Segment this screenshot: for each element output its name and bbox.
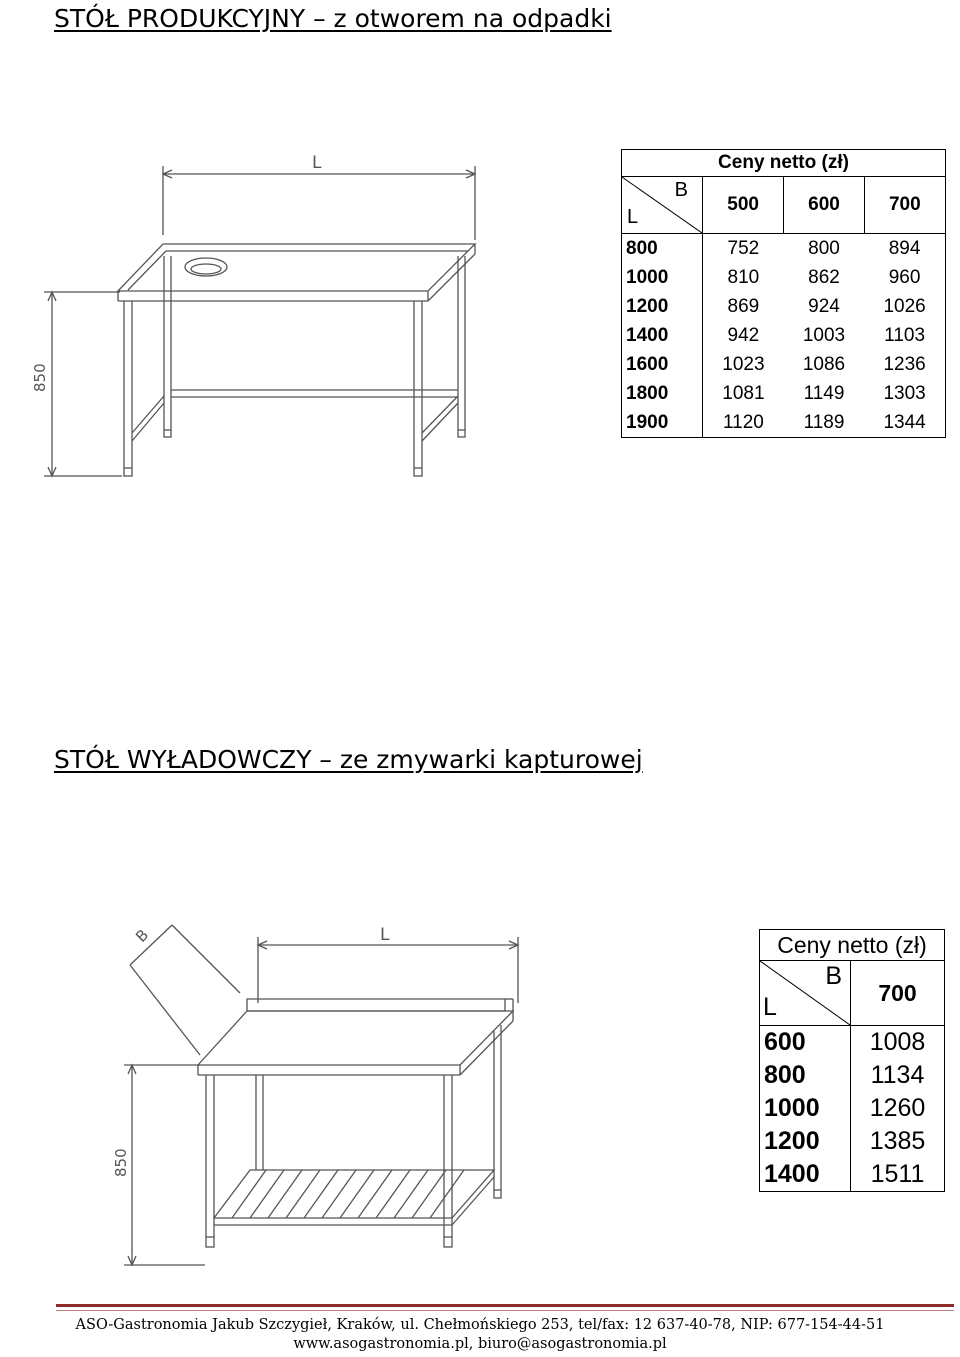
price-cell: 960 (864, 263, 945, 292)
price-table-corner (760, 961, 851, 1026)
row-header: 1800 (622, 379, 703, 408)
row-header: 1400 (622, 321, 703, 350)
dimension-height-label: 850 (31, 363, 49, 392)
unloading-table-illustration (90, 885, 530, 1275)
price-cell: 924 (808, 295, 840, 317)
table-row (760, 1158, 945, 1192)
row-header: 600 (760, 1026, 851, 1060)
column-header: 700 (851, 961, 945, 1026)
row-header: 1900 (622, 408, 703, 438)
price-cell: 1236 (864, 350, 945, 379)
dimension-height-label: 850 (112, 1148, 130, 1177)
production-table-illustration (0, 140, 500, 500)
price-cell: 1260 (851, 1092, 945, 1125)
row-header: 1400 (760, 1158, 851, 1192)
section-1-title: STÓŁ PRODUKCYJNY – z otworem na odpadki (54, 4, 612, 33)
price-cell: 1149 (803, 382, 845, 404)
price-cell: 1511 (851, 1158, 945, 1192)
price-cell: 1003 (802, 324, 846, 346)
corner-row-label: L (763, 993, 777, 1021)
column-header: 700 (864, 177, 945, 234)
price-cell: 1023 (722, 353, 765, 375)
price-cell: 800 (784, 234, 864, 264)
row-header: 800 (760, 1059, 851, 1092)
unloading-table-price-table (759, 929, 945, 1192)
dimension-length-label: L (380, 925, 390, 945)
price-cell: 894 (864, 234, 945, 264)
price-cell: 1026 (864, 292, 945, 321)
price-cell: 862 (808, 266, 840, 288)
price-table-caption: Ceny netto (zł) (622, 150, 946, 177)
price-table-corner (622, 177, 703, 234)
footer-rule (56, 1304, 954, 1307)
row-header: 1200 (760, 1125, 851, 1158)
price-cell: 1120 (703, 408, 784, 438)
table-row (622, 234, 946, 264)
unloading-table-drawing (90, 885, 530, 1275)
table-row (760, 1125, 945, 1158)
price-cell: 1134 (851, 1059, 945, 1092)
column-header: 600 (784, 177, 864, 234)
table-row (622, 263, 946, 292)
table-row (622, 321, 946, 350)
corner-col-label: B (825, 962, 842, 990)
row-header: 1600 (622, 350, 703, 379)
table-row (760, 1059, 945, 1092)
table-row (622, 350, 946, 379)
price-cell: 810 (727, 266, 760, 288)
production-table-price-table (621, 149, 946, 438)
price-cell: 942 (727, 324, 760, 346)
footer-rule-thin (56, 1310, 954, 1311)
footer-contact: www.asogastronomia.pl, biuro@asogastronomia.pl (293, 1336, 667, 1352)
table-row (622, 379, 946, 408)
price-cell: 1344 (864, 408, 945, 438)
table-row (622, 292, 946, 321)
corner-col-label: B (674, 179, 688, 201)
price-cell: 1081 (722, 382, 765, 404)
table-row (760, 1092, 945, 1125)
price-table-caption: Ceny netto (zł) (760, 930, 945, 961)
row-header: 1200 (622, 292, 703, 321)
price-cell: 752 (703, 234, 784, 264)
row-header: 800 (622, 234, 703, 264)
table-row (760, 1026, 945, 1060)
price-cell: 1008 (851, 1026, 945, 1060)
corner-row-label: L (627, 206, 639, 228)
dimension-depth-label: B (132, 925, 153, 946)
dimension-length-label: L (312, 153, 322, 173)
production-table-drawing (0, 140, 500, 500)
price-cell: 1303 (864, 379, 945, 408)
column-header: 500 (703, 177, 784, 234)
row-header: 1000 (760, 1092, 851, 1125)
price-cell: 1385 (851, 1125, 945, 1158)
table-row (622, 408, 946, 438)
price-cell: 1103 (864, 321, 945, 350)
price-cell: 1189 (784, 408, 864, 438)
section-2-title: STÓŁ WYŁADOWCZY – ze zmywarki kapturowej (54, 745, 643, 774)
row-header: 1000 (622, 263, 703, 292)
footer-company-info: ASO-Gastronomia Jakub Szczygieł, Kraków, ul. Chełmońskiego 253, tel/fax: 12 637-40-78, NIP: 677-154-44-51 (75, 1317, 885, 1333)
price-cell: 1086 (802, 353, 846, 375)
price-cell: 869 (727, 295, 760, 317)
